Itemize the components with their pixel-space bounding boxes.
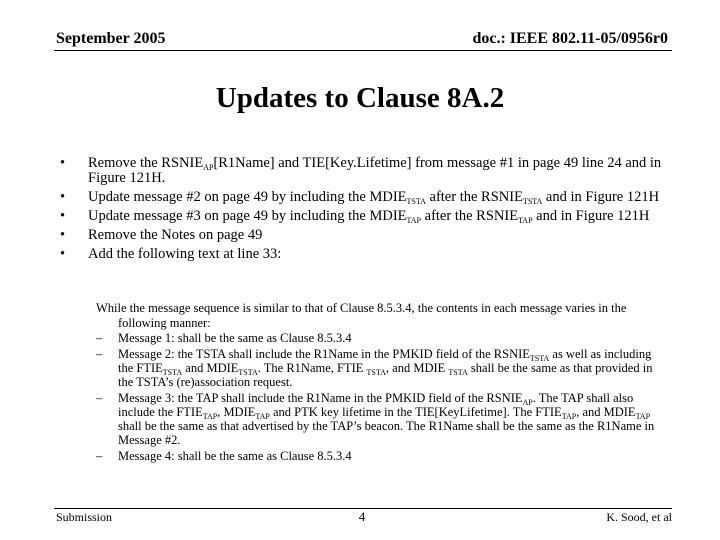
- bullet-item: [60, 156, 670, 186]
- text-run: after the RSNIE: [425, 189, 523, 205]
- text-run: Message 4: shall be the same as Clause 8.5.3.4: [118, 449, 352, 463]
- text-run: . The TAP shall also include the FTIE: [118, 391, 634, 419]
- text-run: , MDIE: [217, 405, 256, 419]
- bullet-item: [60, 228, 670, 243]
- text-run: shall be the same as that advertised by the TAP’s beacon. The R1Name shall be the same as the R1Name in Message #2.: [118, 419, 655, 447]
- dash-bullet-icon: –: [96, 449, 103, 463]
- message-item: [96, 347, 666, 389]
- message-item: [96, 449, 666, 463]
- text-run: Message 2: the TSTA shall include the R1Name in the PMKID field of the RSNIE: [118, 347, 530, 361]
- footer-authors: K. Sood, et al: [606, 510, 672, 524]
- bullet-item: [60, 247, 670, 262]
- subscript-text: TAP: [518, 216, 533, 225]
- subscript-text: TSTA: [522, 197, 543, 206]
- subscript-text: TAP: [255, 412, 270, 421]
- text-run: [R1Name] and TIE[Key.Lifetime] from message #1 in page 49 line 24 and in Figure 121H.: [88, 155, 662, 186]
- subscript-text: TAP: [561, 412, 577, 421]
- subscript-text: TAP: [406, 216, 422, 225]
- bullet-list: [60, 156, 670, 266]
- message-list: [96, 331, 666, 463]
- subscript-text: TAP: [202, 412, 218, 421]
- text-run: Update message #2 on page 49 by including the MDIE: [88, 189, 407, 205]
- subscript-text: TSTA: [529, 354, 550, 363]
- page-number: 4: [358, 509, 366, 524]
- text-run: Message 3: the TAP shall include the R1Name in the PMKID field of the RSNIE: [118, 391, 523, 405]
- header-divider: [54, 50, 672, 51]
- bullet-dot-icon: •: [60, 155, 66, 171]
- message-item: [96, 331, 666, 345]
- text-run: as well as including the FTIE: [118, 347, 652, 375]
- subscript-text: TAP: [635, 412, 651, 421]
- text-run: Message 1: shall be the same as Clause 8.5.3.4: [118, 331, 352, 345]
- inserted-text-intro: While the message sequence is similar to that of Clause 8.5.3.4, the contents in each message varies in the following manner:: [96, 301, 627, 330]
- text-run: and in Figure 121H: [532, 208, 650, 224]
- text-run: , and MDIE: [385, 361, 449, 375]
- subscript-text: TSTA: [448, 368, 468, 377]
- subscript-text: TSTA: [162, 368, 183, 377]
- subscript-text: AP: [203, 163, 214, 172]
- header-doc-id: doc.: IEEE 802.11-05/0956r0: [472, 30, 668, 47]
- text-run: after the RSNIE: [421, 208, 519, 224]
- text-run: and PTK key lifetime in the TIE[KeyLifetime]. The FTIE: [269, 405, 562, 419]
- bullet-item: [60, 209, 670, 224]
- message-item: [96, 391, 666, 447]
- text-run: , and MDIE: [576, 405, 636, 419]
- text-run: and in Figure 121H: [542, 189, 660, 205]
- subscript-text: TSTA: [366, 368, 386, 377]
- bullet-dot-icon: •: [60, 246, 66, 262]
- dash-bullet-icon: –: [96, 331, 103, 345]
- bullet-dot-icon: •: [60, 189, 66, 205]
- footer-submission: Submission: [56, 510, 113, 524]
- text-run: Remove the RSNIE: [88, 155, 204, 171]
- text-run: Remove the Notes on page 49: [88, 227, 263, 243]
- inserted-text-block: [96, 301, 666, 465]
- slide-title: Updates to Clause 8A.2: [215, 82, 505, 114]
- header-date: September 2005: [56, 30, 166, 47]
- text-run: . The R1Name, FTIE: [257, 361, 367, 375]
- bullet-item: [60, 190, 670, 205]
- bullet-dot-icon: •: [60, 208, 66, 224]
- subscript-text: TSTA: [238, 368, 258, 377]
- subscript-text: AP: [522, 398, 533, 407]
- text-run: Add the following text at line 33:: [88, 246, 282, 262]
- dash-bullet-icon: –: [96, 391, 103, 405]
- text-run: shall be the same as that provided in the TSTA’s (re)association request.: [118, 361, 653, 389]
- bullet-dot-icon: •: [60, 227, 66, 243]
- text-run: Update message #3 on page 49 by including the MDIE: [88, 208, 407, 224]
- subscript-text: TSTA: [406, 197, 426, 206]
- dash-bullet-icon: –: [96, 347, 103, 361]
- text-run: and MDIE: [182, 361, 239, 375]
